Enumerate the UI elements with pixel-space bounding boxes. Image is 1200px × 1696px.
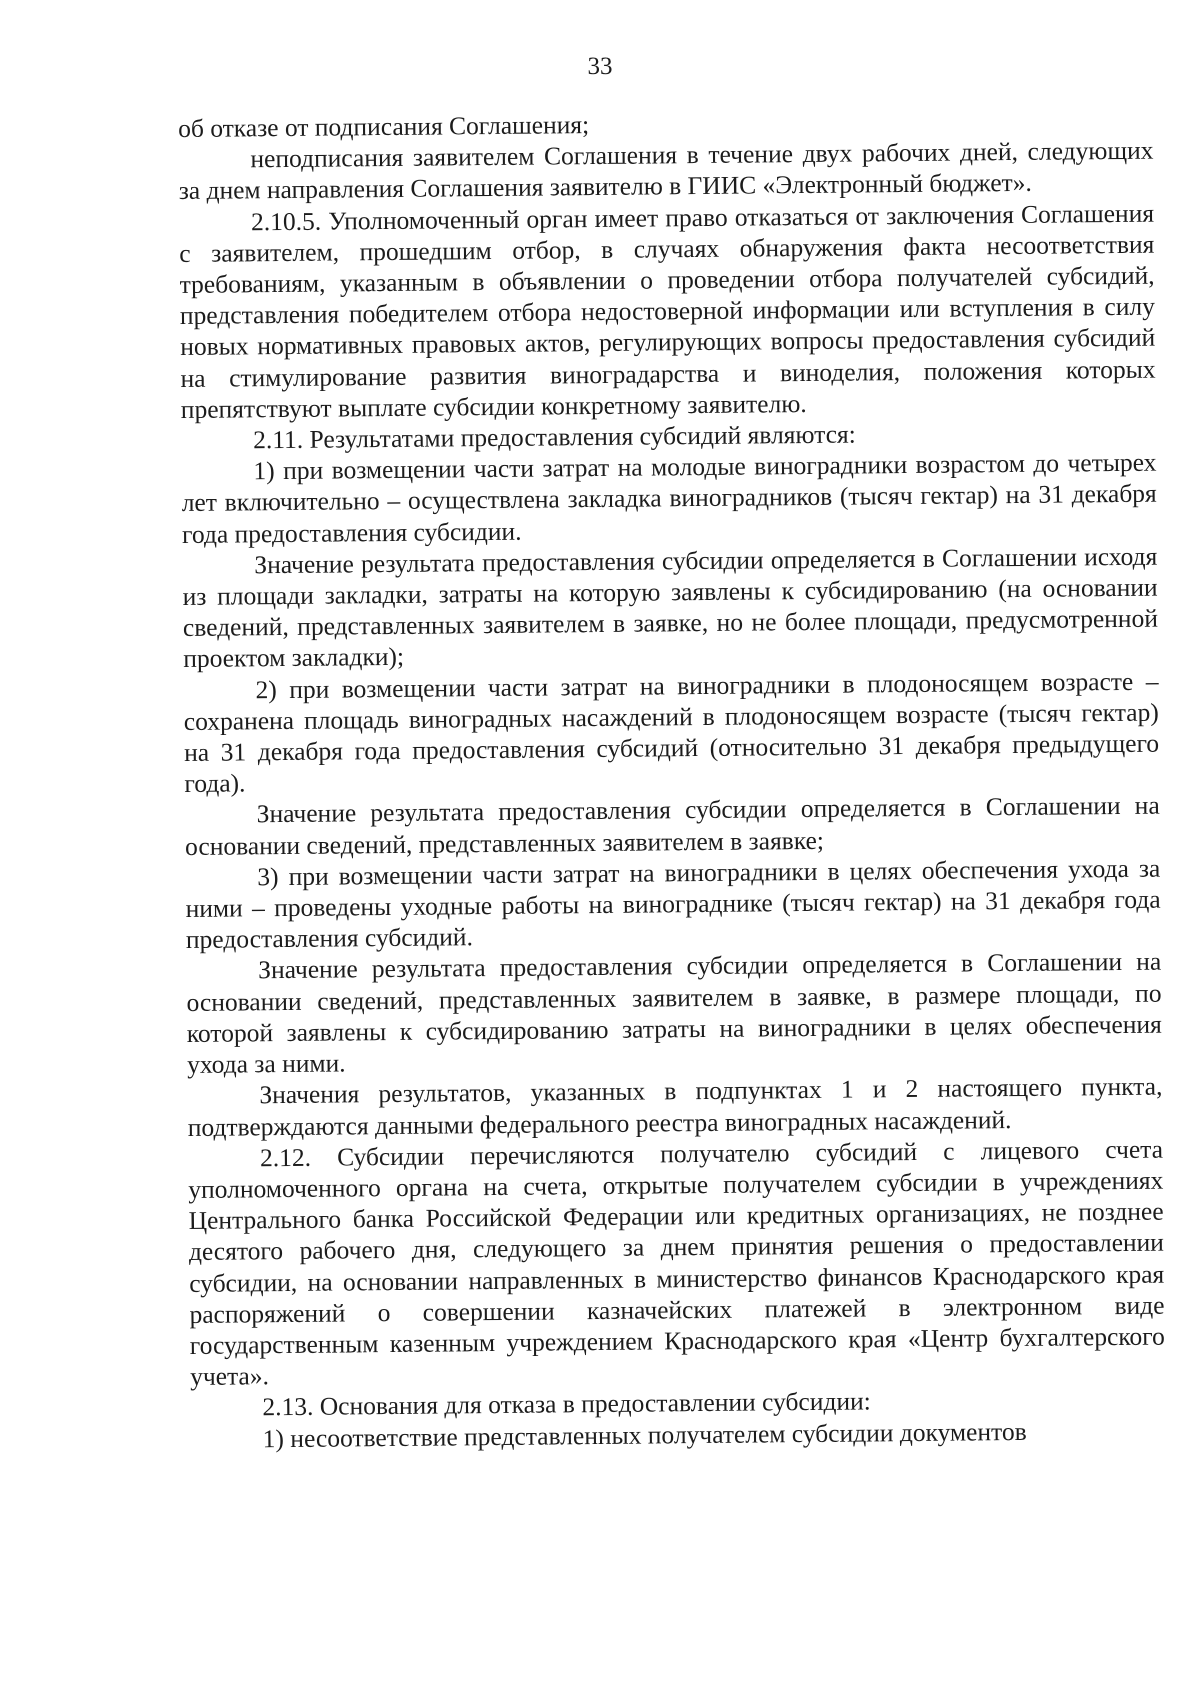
paragraph-2-11-item-1: 1) при возмещении части затрат на молодые виноградники возрастом до четырех лет включительно – осуществлена закладка виноградников (тысяч гектар) на 31 декабря года предоставления субсидии. xyxy=(181,447,1157,549)
page-number: 33 xyxy=(587,53,613,80)
paragraph-2-11-item-2: 2) при возмещении части затрат на виноградники в плодоносящем возрасте – сохранена площадь виноградных насаждений в плодоносящем возрасте (тысяч гектар) на 31 декабря года предоставления субсидий (относительно 31 декабря предыдущего года). xyxy=(183,666,1160,799)
paragraph-2-12: 2.12. Субсидии перечисляются получателю субсидий с лицевого счета уполномоченного органа на счета, открытые получателем субсидии в учреждениях Центрального банка Российской Федерации или кредитных организациях, не позднее десятого рабочего дня, следующего за днем принятия решения о предоставлении субсидии, на основании направленных в министерство финансов Краснодарского края распоряжений о совершении казначейских платежей в электронном виде государственным казенным учреждением Краснодарского края «Центр бухгалтерского учета». xyxy=(188,1134,1165,1392)
paragraph-2-11-item-3: 3) при возмещении части затрат на виноградники в целях обеспечения ухода за ними – проведены уходные работы на винограднике (тысяч гектар) на 31 декабря года предоставления субсидий. xyxy=(185,853,1161,955)
paragraph-2-13-item-1: 1) несоответствие представленных получателем субсидии документов xyxy=(262,1416,1027,1453)
paragraph-2-13: 2.13. Основания для отказа в предоставлении субсидии: xyxy=(262,1386,871,1422)
paragraph-non-signing: неподписания заявителем Соглашения в течение двух рабочих дней, следующих за днем направления Соглашения заявителю в ГИИС «Электронный бюджет». xyxy=(178,135,1154,206)
paragraph-2-10-5: 2.10.5. Уполномоченный орган имеет право отказаться от заключения Соглашения с заявителем, прошедшим отбор, в случаях обнаружения факта несоответствия требованиям, указанным в объявлении о проведении отбора получателей субсидий, представления победителем отбора недостоверной информации или вступления в силу новых нормативных правовых актов, регулирующих вопросы предоставления субсидий на стимулирование развития виноградарства и виноделия, положения которых препятствуют выплате субсидии конкретному заявителю. xyxy=(179,198,1156,424)
paragraph-agreement-refusal: об отказе от подписания Соглашения; xyxy=(178,110,590,143)
paragraph-2-11-item-2-value: Значение результата предоставления субсидии определяется в Соглашении на основании сведений, представленных заявителем в заявке; xyxy=(184,791,1160,861)
document-body xyxy=(178,104,1166,1455)
paragraph-2-11: 2.11. Результатами предоставления субсидий являются: xyxy=(253,419,856,455)
paragraph-results-confirmation: Значения результатов, указанных в подпунктах 1 и 2 настоящего пункта, подтверждаются данными федерального реестра виноградных насаждений. xyxy=(187,1071,1163,1142)
paragraph-2-11-item-1-value: Значение результата предоставления субсидии определяется в Соглашении исходя из площади закладки, затраты на которую заявлены к субсидированию (на основании сведений, представленных заявителем в заявке, но не более площади, предусмотренной проектом закладки); xyxy=(182,541,1159,674)
paragraph-2-11-item-3-value: Значение результата предоставления субсидии определяется в Соглашении на основании сведений, представленных заявителем в заявке, в размере площади, по которой заявлены к субсидированию затраты на виноградники в целях обеспечения ухода за ними. xyxy=(186,947,1162,1080)
